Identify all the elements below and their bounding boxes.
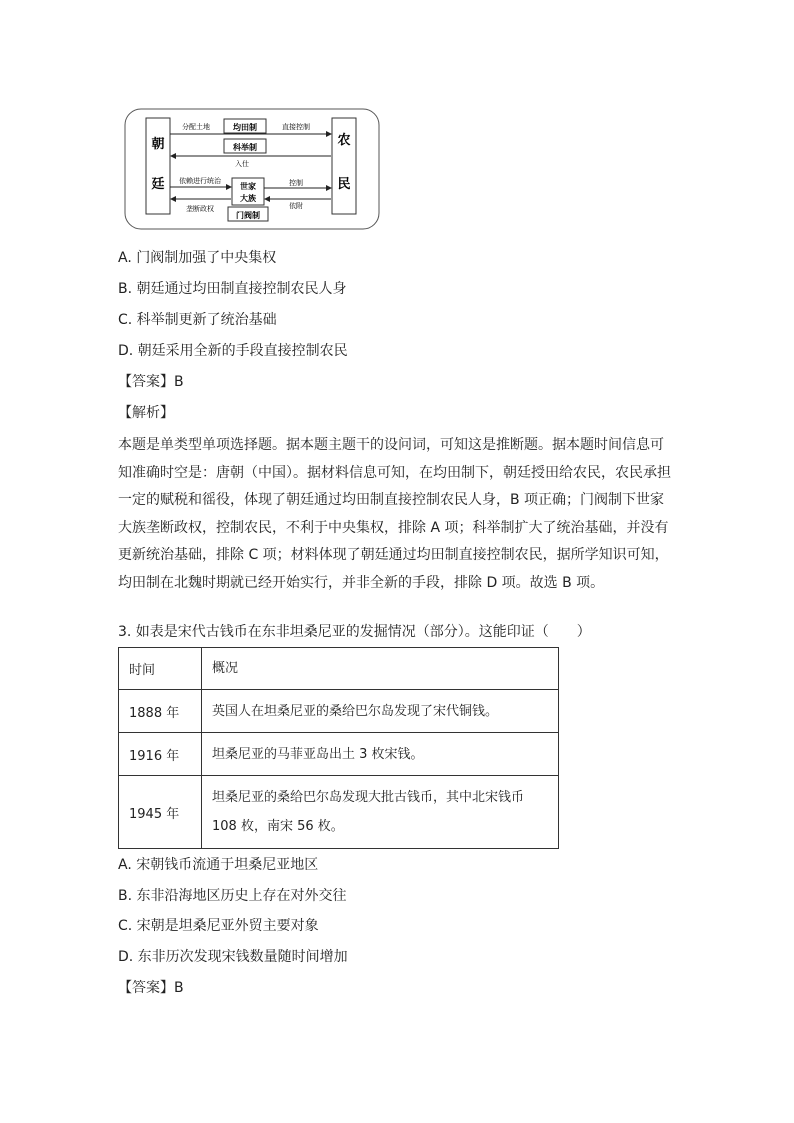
q2-analysis bbox=[118, 432, 670, 597]
arrow-label-longduan: 垄断政权 bbox=[186, 205, 214, 213]
row-desc bbox=[202, 776, 559, 849]
arrow-label-rushi: 入仕 bbox=[235, 160, 249, 168]
arrow-label-yifu: 依附 bbox=[289, 202, 303, 210]
table-header-row bbox=[119, 648, 559, 690]
q2-option-a: A. 门阀制加强了中央集权 bbox=[118, 250, 277, 266]
header-desc: 概况 bbox=[202, 648, 559, 690]
analysis-line: 本题是单类型单项选择题。据本题主题干的设问词，可知这是推断题。据本题时间信息可 bbox=[118, 437, 664, 453]
peasant-label-1: 农 bbox=[337, 133, 351, 148]
arrow-label-fenpei: 分配土地 bbox=[182, 123, 210, 131]
q3-option-a: A. 宋朝钱币流通于坦桑尼亚地区 bbox=[118, 857, 319, 873]
coin-table bbox=[118, 647, 559, 849]
shijia-label-2: 大族 bbox=[240, 194, 256, 203]
arrow-label-yilai: 依赖进行统治 bbox=[179, 177, 221, 185]
court-label-1: 朝 bbox=[151, 137, 165, 152]
court-label-2: 廷 bbox=[151, 177, 165, 192]
analysis-line: 更新统治基础，排除 C 项；材料体现了朝廷通过均田制直接控制农民，据所学知识可知， bbox=[118, 547, 669, 563]
court-box bbox=[146, 118, 170, 214]
q3-option-c: C. 宋朝是坦桑尼亚外贸主要对象 bbox=[118, 918, 319, 934]
arrow-label-zhijie: 直接控制 bbox=[282, 123, 310, 131]
keju-label: 科举制 bbox=[233, 143, 257, 152]
row-desc: 英国人在坦桑尼亚的桑给巴尔岛发现了宋代铜钱。 bbox=[202, 690, 559, 733]
institution-diagram bbox=[124, 108, 380, 230]
menfa-label: 门阀制 bbox=[236, 211, 260, 220]
analysis-line: 大族垄断政权，控制农民，不利于中央集权，排除 A 项；科举制扩大了统治基础，并没有 bbox=[118, 519, 669, 536]
shijia-label-1: 世家 bbox=[240, 182, 256, 191]
q2-analysis-title: 【解析】 bbox=[118, 405, 174, 421]
q3-stem: 3. 如表是宋代古钱币在东非坦桑尼亚的发掘情况（部分）。这能印证（ ） bbox=[118, 624, 591, 640]
q2-option-b: B. 朝廷通过均田制直接控制农民人身 bbox=[118, 281, 347, 297]
peasant-label-2: 民 bbox=[337, 177, 351, 192]
header-time: 时间 bbox=[119, 648, 202, 690]
q3-answer: 【答案】B bbox=[118, 980, 184, 996]
q3-option-b: B. 东非沿海地区历史上存在对外交往 bbox=[118, 888, 347, 904]
row-desc-line-1: 坦桑尼亚的桑给巴尔岛发现大批古钱币，其中北宋钱币 bbox=[212, 790, 525, 805]
table-row bbox=[119, 776, 559, 849]
q3-option-d: D. 东非历次发现宋钱数量随时间增加 bbox=[118, 949, 348, 965]
analysis-line: 一定的赋税和徭役，体现了朝廷通过均田制直接控制农民人身，B 项正确；门阀制下世家 bbox=[118, 492, 665, 508]
row-desc: 坦桑尼亚的马菲亚岛出土 3 枚宋钱。 bbox=[202, 733, 559, 776]
table-row bbox=[119, 690, 559, 733]
analysis-line: 均田制在北魏时期就已经开始实行，并非全新的手段，排除 D 项。故选 B 项。 bbox=[118, 574, 605, 591]
row-time: 1916 年 bbox=[119, 733, 202, 776]
table-row bbox=[119, 733, 559, 776]
arrow-label-kongzhi: 控制 bbox=[289, 179, 303, 187]
juntian-label: 均田制 bbox=[233, 123, 257, 132]
q2-answer: 【答案】B bbox=[118, 374, 184, 390]
analysis-line: 知准确时空是：唐朝（中国）。据材料信息可知，在均田制下，朝廷授田给农民，农民承担 bbox=[118, 464, 671, 481]
q2-option-d: D. 朝廷采用全新的手段直接控制农民 bbox=[118, 343, 348, 359]
row-time: 1945 年 bbox=[119, 776, 202, 849]
row-time: 1888 年 bbox=[119, 690, 202, 733]
row-desc-line-2: 108 枚，南宋 56 枚。 bbox=[212, 819, 344, 834]
q2-option-c: C. 科举制更新了统治基础 bbox=[118, 312, 277, 328]
